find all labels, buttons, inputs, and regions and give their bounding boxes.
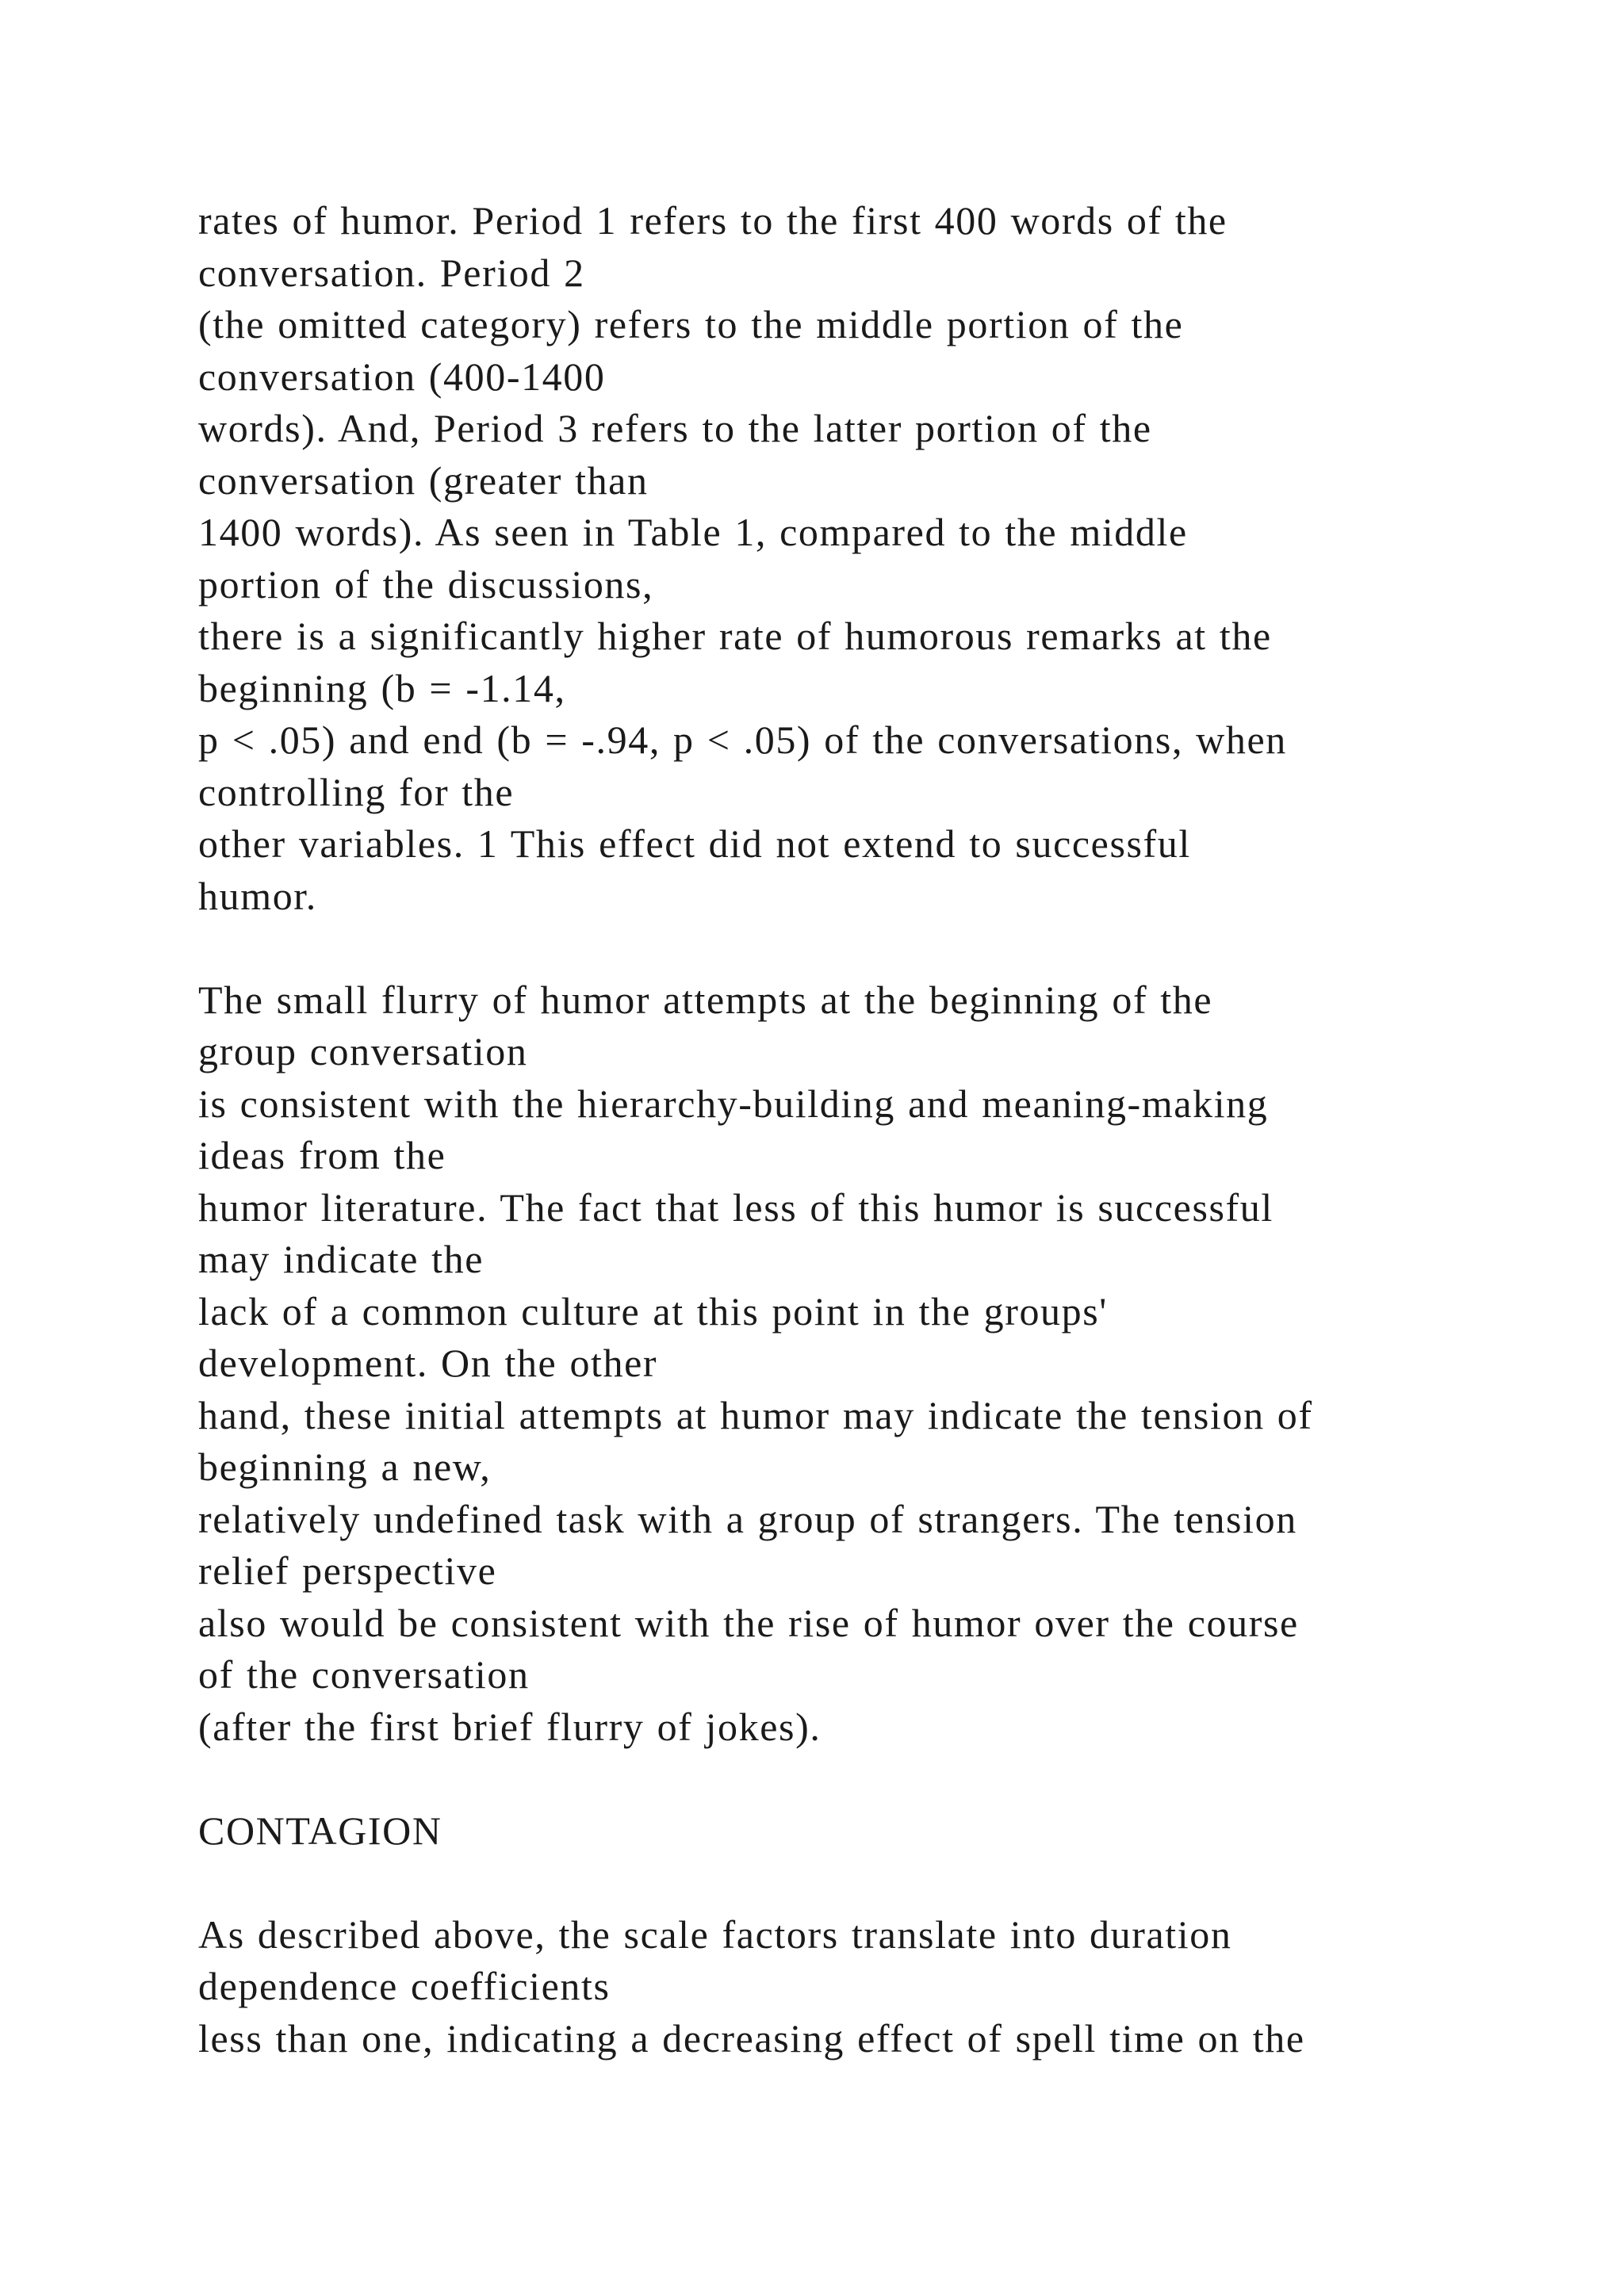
text-line: p < .05) and end (b = -.94, p < .05) of the conversations, when — [198, 718, 1287, 762]
section-heading-contagion — [198, 1805, 1594, 1858]
text-line: 1400 words). As seen in Table 1, compared to the middle — [198, 510, 1188, 554]
text-line: hand, these initial attempts at humor may indicate the tension of — [198, 1392, 1313, 1437]
text-line: is consistent with the hierarchy-building and meaning-making — [198, 1081, 1269, 1126]
text-line: group conversation — [198, 1029, 528, 1073]
text-line: relatively undefined task with a group of strangers. The tension — [198, 1496, 1297, 1541]
paragraph-gap — [198, 922, 1594, 974]
text-line: rates of humor. Period 1 refers to the first 400 words of the — [198, 198, 1228, 243]
text-line: other variables. 1 This effect did not extend to successful — [198, 821, 1191, 866]
text-line: there is a significantly higher rate of humorous remarks at the — [198, 614, 1272, 658]
text-line: words). And, Period 3 refers to the latter portion of the — [198, 406, 1152, 450]
text-line: The small flurry of humor attempts at the beginning of the — [198, 977, 1213, 1022]
text-line: also would be consistent with the rise of humor over the course — [198, 1600, 1299, 1645]
text-line: (after the first brief flurry of jokes). — [198, 1704, 822, 1749]
text-line: dependence coefficients — [198, 1964, 611, 2008]
text-line: less than one, indicating a decreasing effect of spell time on the — [198, 2015, 1305, 2061]
text-line: conversation (greater than — [198, 457, 649, 503]
paragraph-flurry-of-humor — [198, 974, 1594, 1754]
section-heading: CONTAGION — [198, 1808, 442, 1853]
paragraph-period-humor-rates — [198, 195, 1594, 922]
text-line: controlling for the — [198, 769, 515, 814]
text-line: beginning a new, — [198, 1445, 492, 1489]
paragraph-gap — [198, 1753, 1594, 1805]
document-page — [198, 195, 1594, 2064]
paragraph-scale-factors — [198, 1909, 1594, 2065]
text-line: relief perspective — [198, 1548, 497, 1593]
text-line: of the conversation — [198, 1652, 530, 1697]
text-line: (the omitted category) refers to the middle portion of the — [198, 302, 1184, 346]
text-line: development. On the other — [198, 1341, 658, 1385]
text-line: humor. — [198, 873, 317, 918]
text-line: conversation. Period 2 — [198, 250, 585, 295]
text-line: beginning (b = -1.14, — [198, 665, 566, 710]
text-line: lack of a common culture at this point in the groups' — [198, 1288, 1108, 1334]
paragraph-gap — [198, 1857, 1594, 1909]
text-line: conversation (400-1400 — [198, 354, 606, 399]
text-line: humor literature. The fact that less of this humor is successful — [198, 1184, 1274, 1230]
text-line: As described above, the scale factors translate into duration — [198, 1911, 1232, 1957]
text-line: may indicate the — [198, 1237, 485, 1281]
text-line: ideas from the — [198, 1133, 446, 1177]
text-line: portion of the discussions, — [198, 561, 654, 607]
